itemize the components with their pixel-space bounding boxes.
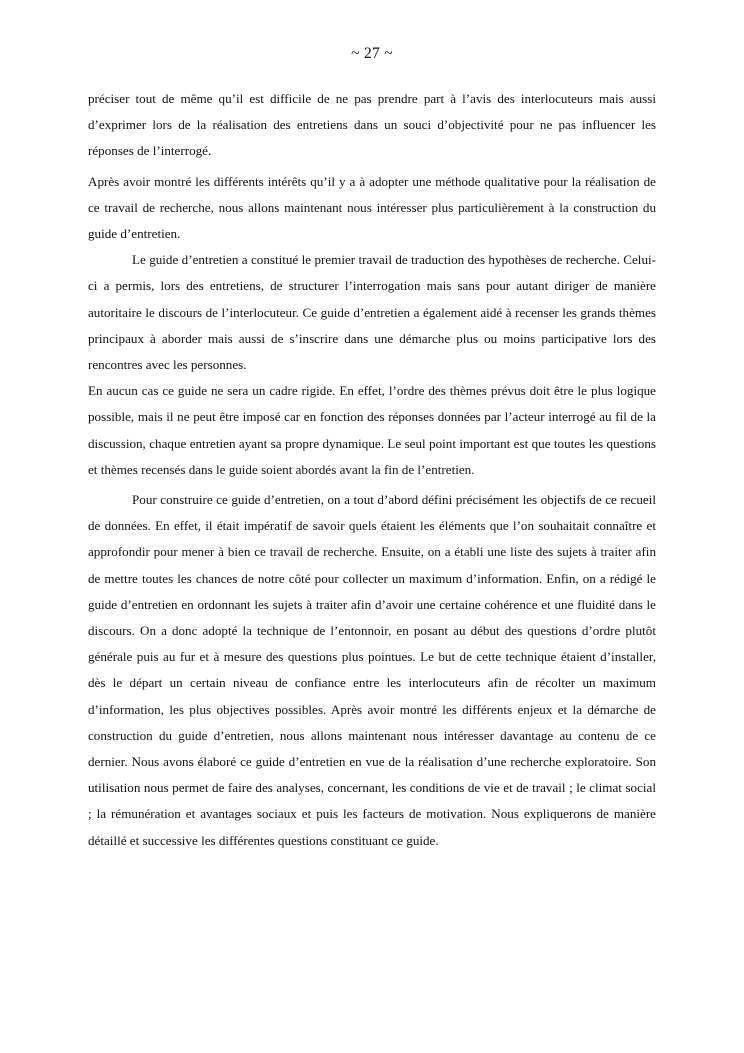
- paragraph-objectivity: préciser tout de même qu’il est difficile de ne pas prendre part à l’avis des interlocuteurs mais aussi d’exprimer lors de la réalisation des entretiens dans un souci d’objectivité pour ne pas influencer les réponses de l’interrogé.: [88, 91, 656, 159]
- page-number: ~ 27 ~: [351, 45, 393, 62]
- paragraph-interview-guide: Le guide d’entretien a constitué le premier travail de traduction des hypothèses de recherche. Celui-ci a permis, lors des entretiens, de structurer l’interrogation mais sans pour autant diriger de manière autoritaire le discours de l’interlocuteur. Ce guide d’entretien a également aidé à recenser les grands thèmes principaux à aborder mais aussi de s’inscrire dans une démarche plus ou moins participative lors des rencontres avec les personnes.: [88, 252, 656, 373]
- paragraph-qualitative-method: Après avoir montré les différents intérêts qu’il y a à adopter une méthode qualitative pour la réalisation de ce travail de recherche, nous allons maintenant nous intéresser plus particulièrement à la construction du guide d’entretien.: [88, 173, 656, 242]
- body-text: [88, 86, 656, 854]
- paragraph-not-rigid: En aucun cas ce guide ne sera un cadre rigide. En effet, l’ordre des thèmes prévus doit être le plus logique possible, mais il ne peut être imposé car en fonction des réponses données par l’acteur interrogé au fil de la discussion, chaque entretien ayant sa propre dynamique. Le seul point important est que toutes les questions et thèmes recensés dans le guide soient abordés avant la fin de l’entretien.: [88, 383, 656, 477]
- paragraph-guide-construction: Pour construire ce guide d’entretien, on a tout d’abord défini précisément les objectifs de ce recueil de données. En effet, il était impératif de savoir quels étaient les éléments que l’on souhaitait connaître et approfondir pour mener à bien ce travail de recherche. Ensuite, on a établi une liste des sujets à traiter afin de mettre toutes les chances de notre côté pour collecter un maximum d’information. Enfin, on a rédigé le guide d’entretien en ordonnant les sujets à traiter afin d’avoir une certaine cohérence et une fluidité dans le discours. On a donc adopté la technique de l’entonnoir, en posant au début des questions d’ordre plutôt générale puis au fur et à mesure des questions plus pointues. Le but de cette technique étaient d’installer, dès le départ un certain niveau de confiance entre les interlocuteurs afin de récolter un maximum d’information, les plus objectives possibles. Après avoir montré les différents enjeux et la démarche de construction du guide d’entretien, nous allons maintenant nous intéresser davantage au contenu de ce dernier. Nous avons élaboré ce guide d’entretien en vue de la réalisation d’une recherche exploratoire. Son utilisation nous permet de faire des analyses, concernant, les conditions de vie et de travail ; le climat social ; la rémunération et avantages sociaux et puis les facteurs de motivation. Nous expliquerons de manière détaillé et successive les différentes questions constituant ce guide.: [88, 492, 656, 848]
